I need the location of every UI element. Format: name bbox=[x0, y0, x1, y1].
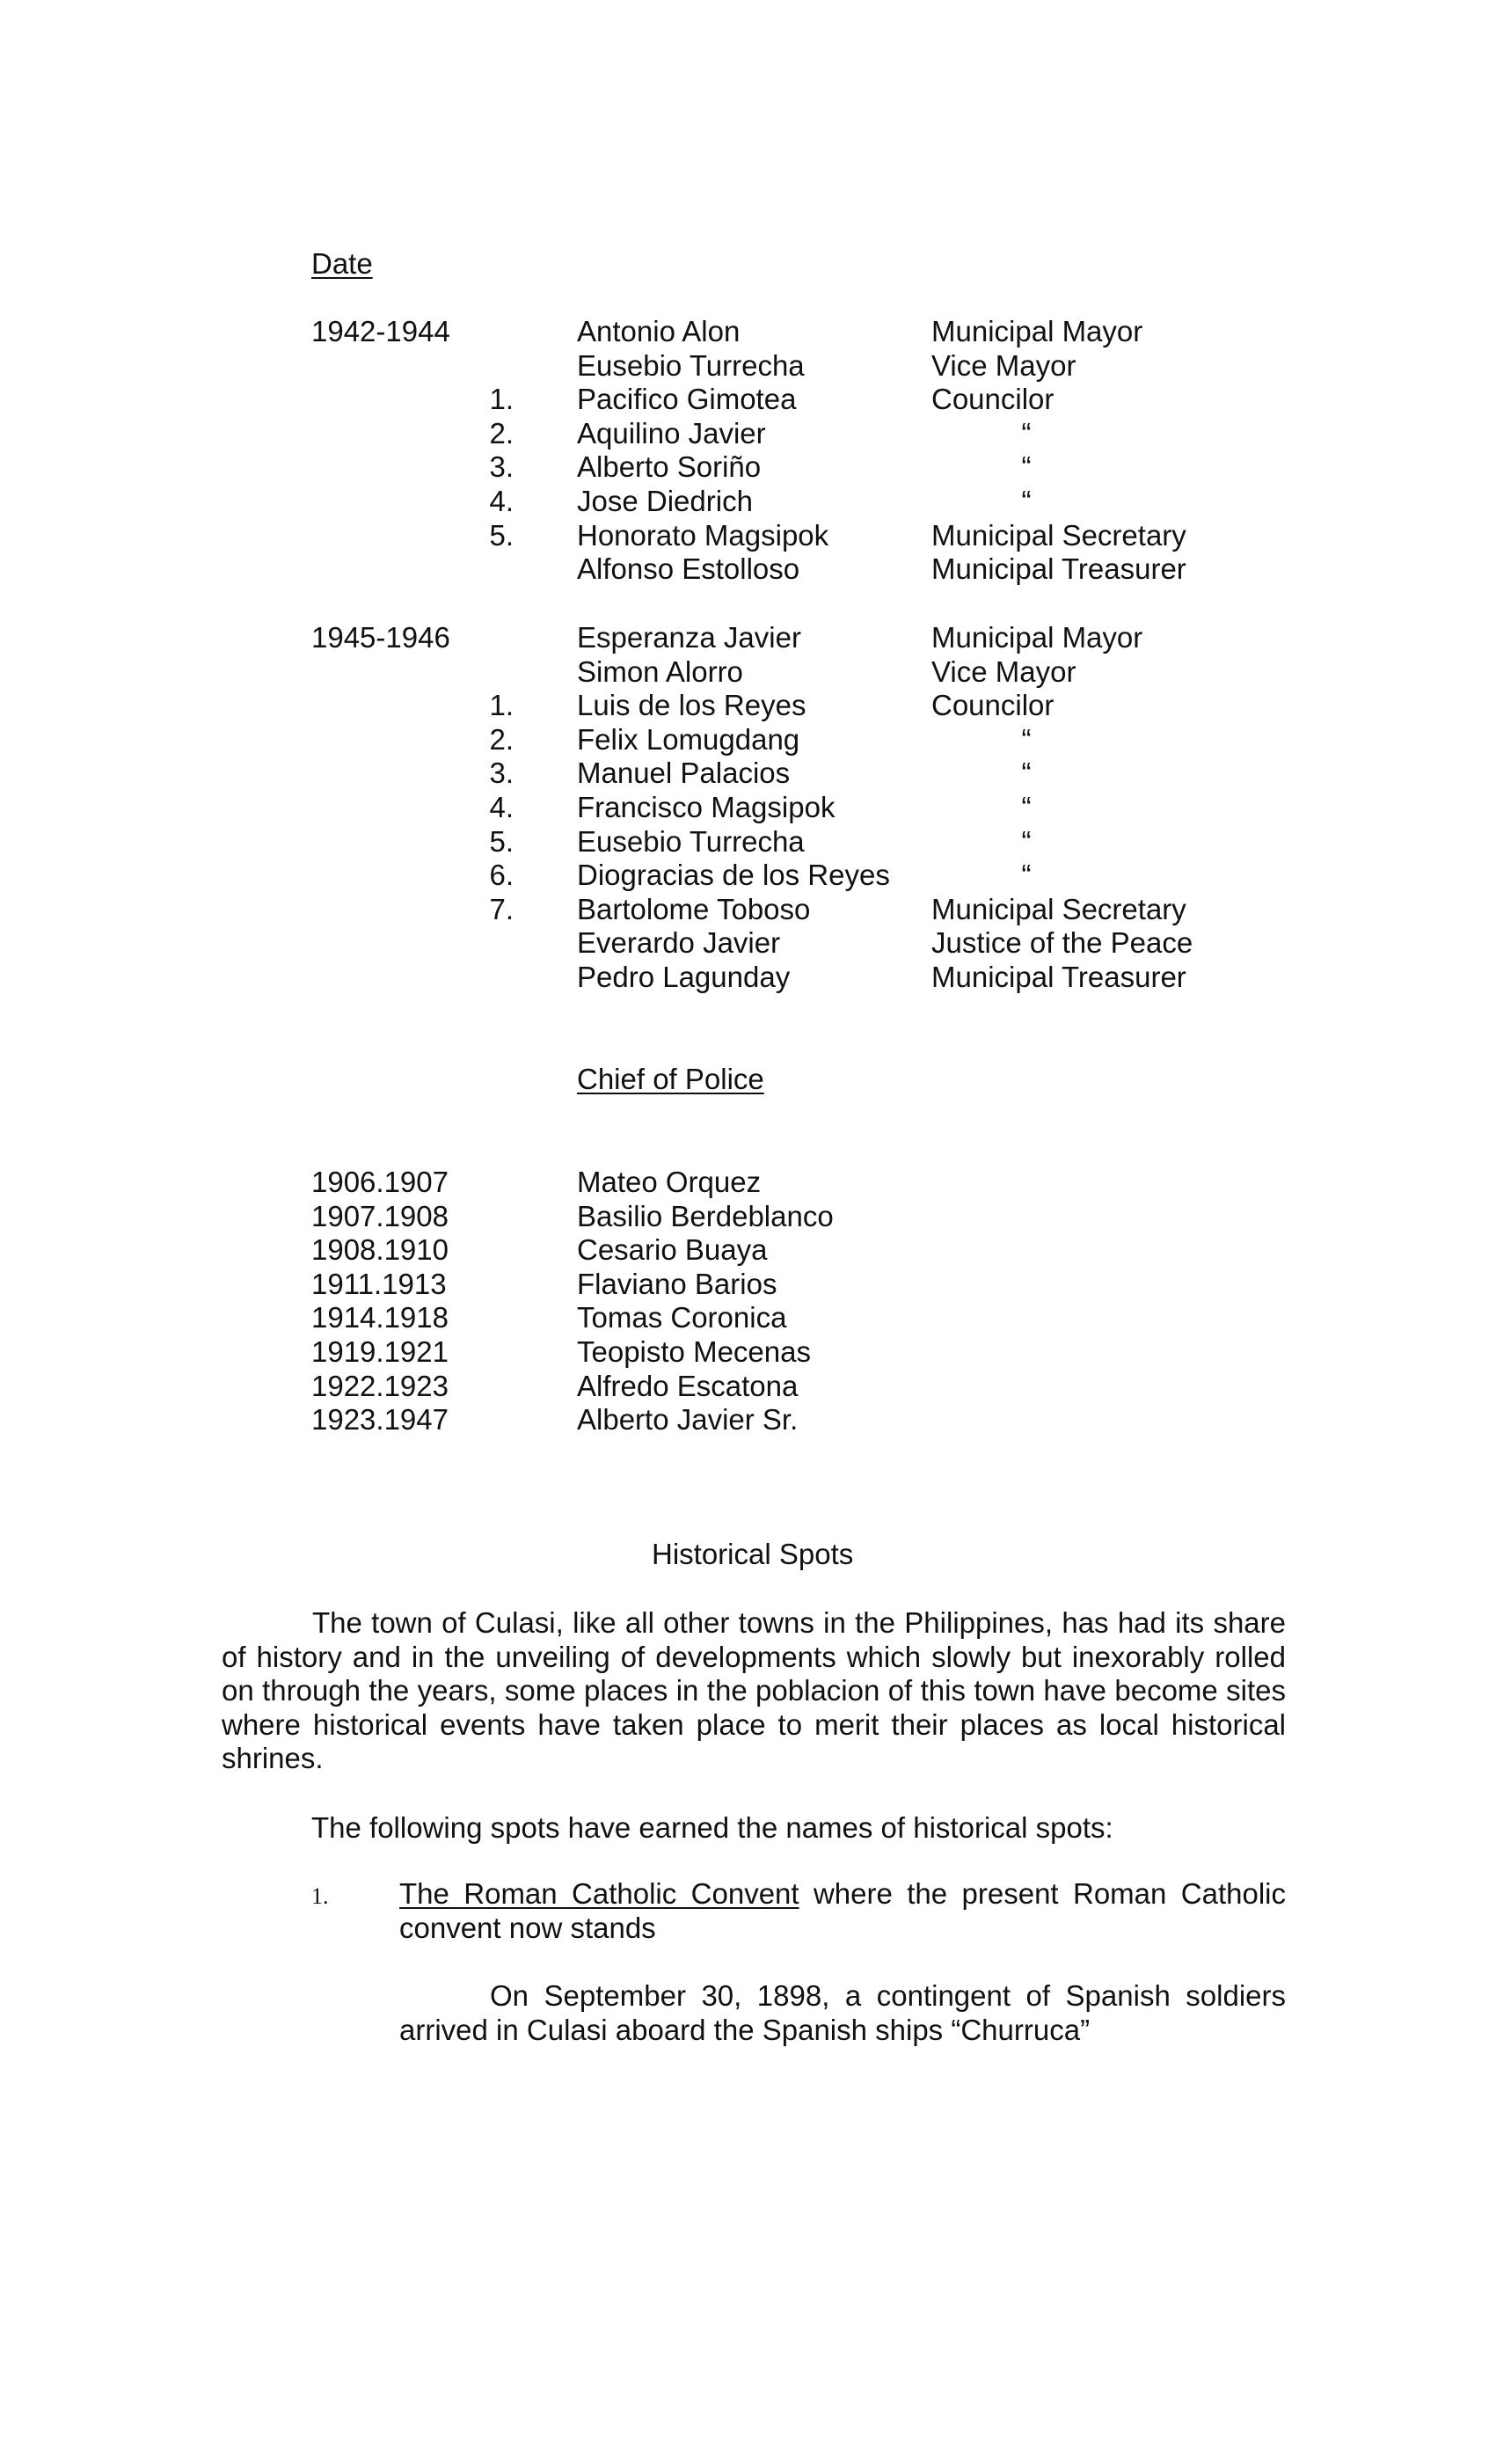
term-years: 1914.1918 bbox=[311, 1301, 449, 1334]
official-position: Municipal Treasurer bbox=[931, 961, 1186, 993]
chief-name: Mateo Orquez bbox=[577, 1166, 762, 1198]
official-name: Everardo Javier bbox=[577, 926, 781, 960]
official-position: Councilor bbox=[931, 383, 1054, 416]
term-years: 1911.1913 bbox=[311, 1267, 447, 1300]
row-number: 1. bbox=[489, 689, 514, 722]
ditto-mark: “ bbox=[1021, 824, 1032, 858]
row-number: 2. bbox=[489, 722, 514, 756]
chief-name: Teopisto Mecenas bbox=[577, 1335, 811, 1368]
term-years: 1922.1923 bbox=[311, 1369, 449, 1402]
term-years: 1923.1947 bbox=[311, 1403, 449, 1437]
official-name: Luis de los Reyes bbox=[577, 689, 806, 722]
chief-name: Alfredo Escatona bbox=[577, 1369, 799, 1402]
official-position: Municipal Treasurer bbox=[931, 552, 1186, 586]
official-name: Francisco Magsipok bbox=[577, 791, 836, 823]
item-number: 1. bbox=[311, 1883, 329, 1909]
official-name: Eusebio Turrecha bbox=[577, 348, 805, 382]
spot-description: where the present Roman Catholic convent now stands bbox=[399, 1877, 1286, 1944]
official-position: Vice Mayor bbox=[931, 348, 1076, 382]
intro-paragraph: The town of Culasi, like all other towns in the Philippines, has had its share of history and in the unveiling of developments which slowly but inexorably rolled on through the years, some places in the poblacion of this town have become sites where historical events have taken place to merit their places as local historical shrines. bbox=[222, 1606, 1286, 1775]
official-name: Jose Diedrich bbox=[577, 485, 753, 517]
official-name: Antonio Alon bbox=[577, 315, 741, 347]
ditto-mark: “ bbox=[1021, 722, 1032, 756]
historical-spots-heading: Historical Spots bbox=[652, 1538, 854, 1570]
official-position: Justice of the Peace bbox=[931, 926, 1193, 960]
chief-name: Flaviano Barios bbox=[577, 1267, 777, 1300]
period-label: 1942-1944 bbox=[311, 315, 450, 347]
row-number: 6. bbox=[489, 859, 514, 892]
official-position: Municipal Mayor bbox=[931, 621, 1143, 654]
official-name: Pedro Lagunday bbox=[577, 961, 791, 993]
official-position: Councilor bbox=[931, 689, 1054, 722]
row-number: 5. bbox=[489, 824, 514, 858]
ditto-mark: “ bbox=[1021, 757, 1032, 790]
term-years: 1908.1910 bbox=[311, 1233, 449, 1267]
chief-name: Alberto Javier Sr. bbox=[577, 1403, 799, 1437]
period-label: 1945-1946 bbox=[311, 621, 450, 654]
date-heading: Date bbox=[311, 247, 373, 280]
official-name: Esperanza Javier bbox=[577, 621, 801, 654]
term-years: 1907.1908 bbox=[311, 1199, 449, 1232]
official-position: Municipal Mayor bbox=[931, 315, 1143, 347]
spot-item-1 bbox=[399, 1877, 1286, 1945]
spot-item-1-paragraph: On September 30, 1898, a contingent of Spanish soldiers arrived in Culasi aboard the Spanish ships “Churruca” bbox=[399, 1979, 1286, 2046]
spots-intro-line: The following spots have earned the names of historical spots: bbox=[311, 1811, 1113, 1844]
ditto-mark: “ bbox=[1021, 450, 1032, 484]
official-name: Eusebio Turrecha bbox=[577, 824, 805, 858]
row-number: 7. bbox=[489, 892, 514, 925]
row-number: 4. bbox=[489, 485, 514, 517]
row-number: 3. bbox=[489, 450, 514, 484]
chief-name: Basilio Berdeblanco bbox=[577, 1199, 834, 1232]
ditto-mark: “ bbox=[1021, 791, 1032, 823]
chief-name: Tomas Coronica bbox=[577, 1301, 787, 1334]
row-number: 3. bbox=[489, 757, 514, 790]
chief-of-police-heading: Chief of Police bbox=[577, 1063, 764, 1095]
term-years: 1919.1921 bbox=[311, 1335, 449, 1368]
row-number: 5. bbox=[489, 518, 514, 552]
official-position: Municipal Secretary bbox=[931, 892, 1186, 925]
chief-name: Cesario Buaya bbox=[577, 1233, 768, 1267]
official-name: Aquilino Javier bbox=[577, 416, 766, 450]
official-name: Diogracias de los Reyes bbox=[577, 859, 890, 892]
official-name: Felix Lomugdang bbox=[577, 722, 800, 756]
ditto-mark: “ bbox=[1021, 416, 1032, 450]
official-name: Alberto Soriño bbox=[577, 450, 762, 484]
official-name: Honorato Magsipok bbox=[577, 518, 829, 552]
official-position: Vice Mayor bbox=[931, 654, 1076, 688]
ditto-mark: “ bbox=[1021, 485, 1032, 517]
official-position: Municipal Secretary bbox=[931, 518, 1186, 552]
row-number: 2. bbox=[489, 416, 514, 450]
official-name: Manuel Palacios bbox=[577, 757, 791, 790]
ditto-mark: “ bbox=[1021, 859, 1032, 892]
official-name: Bartolome Toboso bbox=[577, 892, 811, 925]
official-name: Simon Alorro bbox=[577, 654, 743, 688]
row-number: 4. bbox=[489, 791, 514, 823]
row-number: 1. bbox=[489, 383, 514, 416]
official-name: Alfonso Estolloso bbox=[577, 552, 800, 586]
spot-title: The Roman Catholic Convent bbox=[399, 1877, 799, 1910]
official-name: Pacifico Gimotea bbox=[577, 383, 797, 416]
term-years: 1906.1907 bbox=[311, 1166, 449, 1198]
